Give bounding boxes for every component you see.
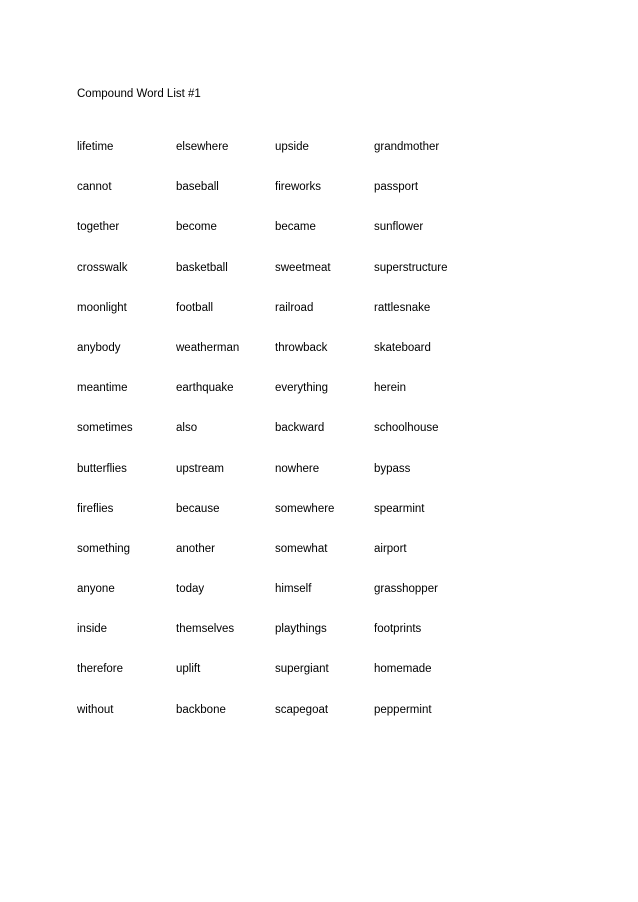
- word-cell: supergiant: [275, 663, 329, 676]
- word-cell: scapegoat: [275, 703, 329, 716]
- word-cell: uplift: [176, 663, 201, 676]
- word-cell: playthings: [275, 623, 327, 636]
- table-row: [77, 462, 497, 502]
- word-cell: something: [77, 542, 131, 555]
- word-cell: basketball: [176, 261, 228, 274]
- word-cell: fireworks: [275, 181, 322, 194]
- word-cell: butterflies: [77, 462, 127, 475]
- word-cell: baseball: [176, 181, 219, 194]
- table-row: [77, 341, 497, 381]
- word-cell: somewhere: [275, 502, 335, 515]
- word-cell: also: [176, 422, 198, 435]
- word-cell: rattlesnake: [374, 301, 431, 314]
- word-cell: upstream: [176, 462, 224, 475]
- table-row: [77, 542, 497, 582]
- table-row: [77, 381, 497, 421]
- word-cell: inside: [77, 623, 108, 636]
- word-cell: passport: [374, 181, 419, 194]
- word-cell: schoolhouse: [374, 422, 439, 435]
- word-cell: backward: [275, 422, 325, 435]
- word-cell: footprints: [374, 623, 422, 636]
- word-cell: bypass: [374, 462, 411, 475]
- word-cell: anybody: [77, 341, 121, 354]
- word-cell: homemade: [374, 663, 432, 676]
- word-cell: sometimes: [77, 422, 133, 435]
- word-cell: together: [77, 221, 120, 234]
- word-cell: today: [176, 583, 205, 596]
- word-cell: without: [77, 703, 114, 716]
- word-cell: moonlight: [77, 301, 127, 314]
- word-cell: throwback: [275, 341, 328, 354]
- table-row: [77, 220, 497, 260]
- word-cell: weatherman: [176, 341, 240, 354]
- word-cell: somewhat: [275, 542, 328, 555]
- word-cell: skateboard: [374, 341, 431, 354]
- word-cell: grasshopper: [374, 583, 438, 596]
- word-cell: become: [176, 221, 217, 234]
- table-row: [77, 703, 497, 743]
- word-cell: cannot: [77, 181, 112, 194]
- word-cell: nowhere: [275, 462, 320, 475]
- table-row: [77, 662, 497, 702]
- word-cell: crosswalk: [77, 261, 128, 274]
- word-cell: spearmint: [374, 502, 425, 515]
- word-cell: peppermint: [374, 703, 432, 716]
- word-cell: superstructure: [374, 261, 448, 274]
- word-cell: meantime: [77, 382, 128, 395]
- word-cell: railroad: [275, 301, 314, 314]
- table-row: [77, 421, 497, 461]
- word-cell: sweetmeat: [275, 261, 331, 274]
- word-cell: fireflies: [77, 502, 114, 515]
- word-cell: upside: [275, 141, 309, 153]
- word-cell: another: [176, 542, 216, 555]
- table-row: [77, 180, 497, 220]
- word-cell: themselves: [176, 623, 235, 636]
- table-row: [77, 301, 497, 341]
- word-cell: therefore: [77, 663, 124, 676]
- word-cell: himself: [275, 583, 312, 596]
- word-cell: airport: [374, 542, 407, 555]
- table-row: [77, 140, 497, 180]
- table-row: [77, 502, 497, 542]
- page-title: Compound Word List #1: [77, 88, 201, 100]
- word-cell: sunflower: [374, 221, 424, 234]
- word-cell: football: [176, 301, 214, 314]
- word-cell: herein: [374, 382, 406, 395]
- word-cell: anyone: [77, 583, 115, 596]
- word-cell: because: [176, 502, 220, 515]
- word-table: [77, 140, 497, 743]
- word-cell: earthquake: [176, 382, 234, 395]
- word-cell: grandmother: [374, 141, 440, 153]
- word-cell: elsewhere: [176, 141, 229, 153]
- word-cell: lifetime: [77, 141, 114, 153]
- word-cell: everything: [275, 382, 329, 395]
- table-row: [77, 261, 497, 301]
- word-cell: backbone: [176, 703, 226, 716]
- word-cell: became: [275, 221, 316, 234]
- table-row: [77, 622, 497, 662]
- table-row: [77, 582, 497, 622]
